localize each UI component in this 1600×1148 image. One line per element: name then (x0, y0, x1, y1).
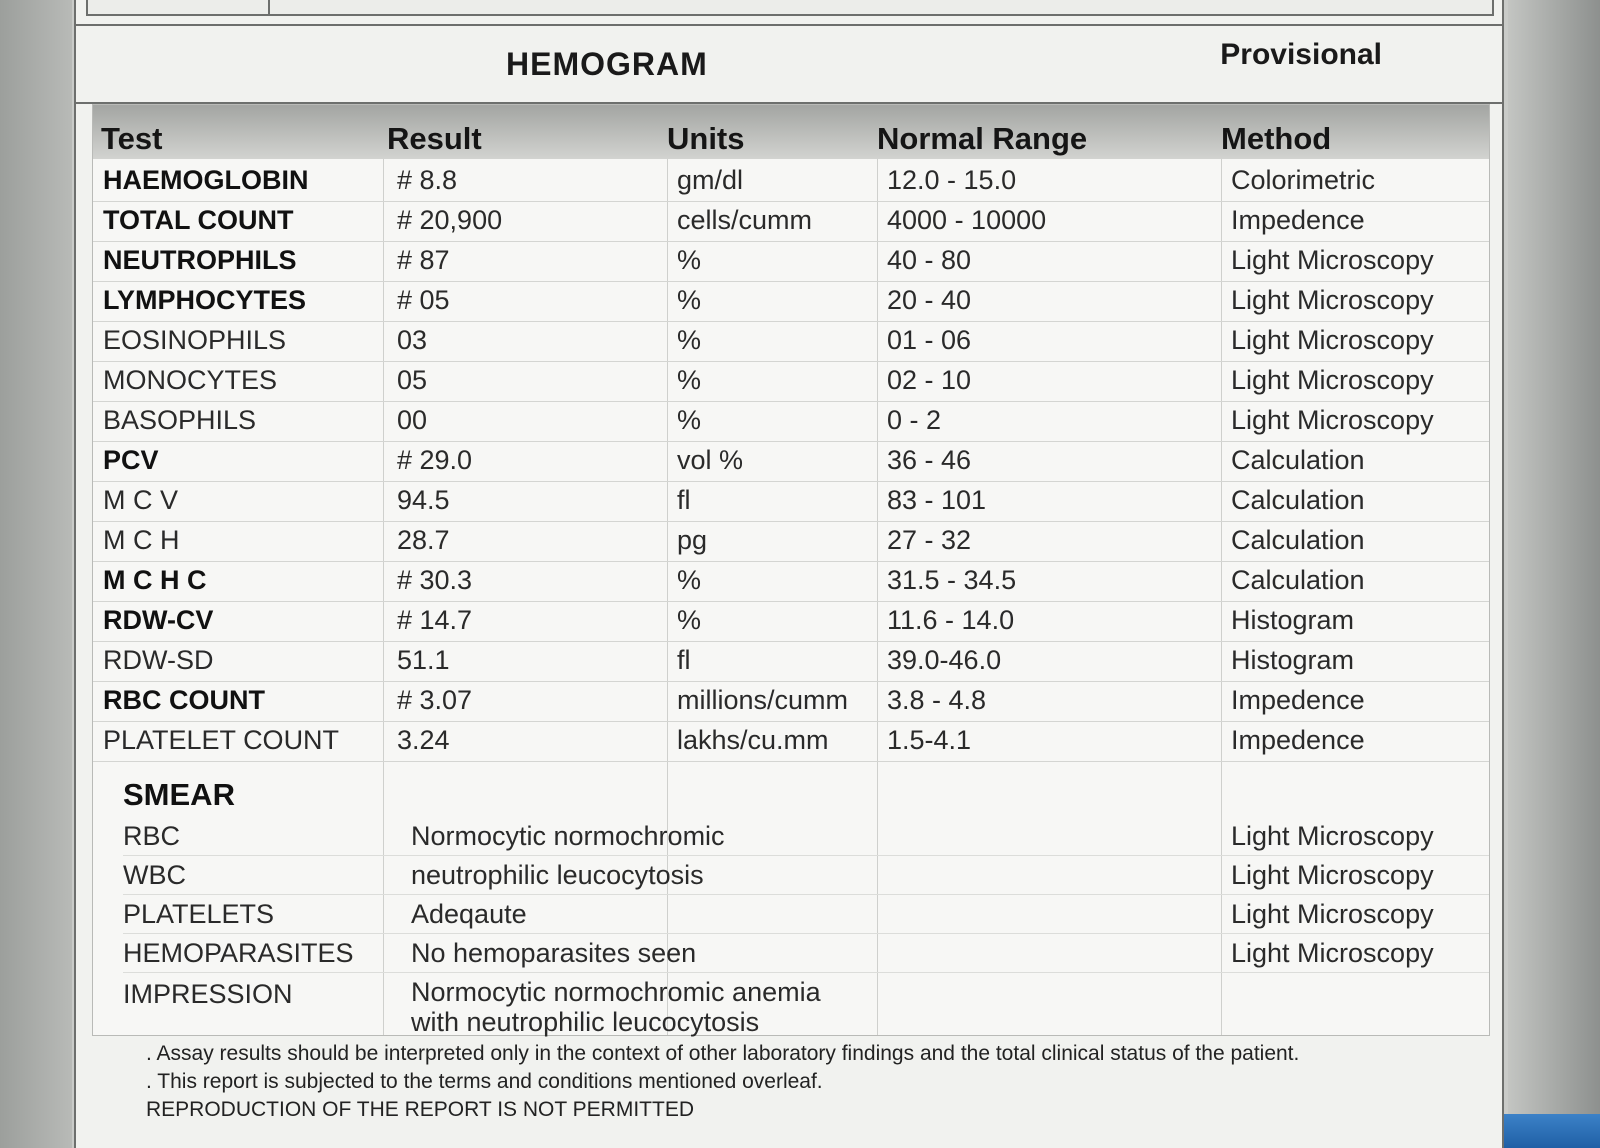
result-value: # 29.0 (397, 445, 473, 475)
table-row (93, 441, 1489, 482)
smear-method: Light Microscopy (1231, 938, 1434, 968)
normal-range: 11.6 - 14.0 (887, 605, 1015, 635)
impression-line: Normocytic normochromic anemia (411, 977, 821, 1007)
table-row (93, 281, 1489, 322)
page-title: HEMOGRAM (506, 46, 708, 82)
smear-row-rbc (123, 817, 1489, 856)
method-value: Calculation (1231, 525, 1365, 555)
column-header-method: Method (1221, 121, 1332, 156)
table-row (93, 721, 1489, 762)
result-value: # 3.07 (397, 685, 473, 715)
smear-method: Light Microscopy (1231, 860, 1434, 890)
results-table (92, 104, 1490, 1036)
test-name: RBC COUNT (103, 685, 265, 715)
units-value: vol % (677, 445, 744, 475)
units-value: fl (677, 645, 691, 675)
normal-range: 0 - 2 (887, 405, 942, 435)
normal-range: 4000 - 10000 (887, 205, 1047, 235)
method-value: Light Microscopy (1231, 245, 1434, 275)
units-value: % (677, 365, 702, 395)
top-strip-divider (268, 0, 270, 14)
normal-range: 36 - 46 (887, 445, 972, 475)
smear-method: Light Microscopy (1231, 821, 1434, 851)
result-value: # 14.7 (397, 605, 473, 635)
result-value: 03 (397, 325, 428, 355)
method-value: Calculation (1231, 445, 1365, 475)
method-value: Light Microscopy (1231, 325, 1434, 355)
normal-range: 1.5-4.1 (887, 725, 972, 755)
method-value: Impedence (1231, 205, 1365, 235)
table-header (93, 105, 1489, 159)
table-row (93, 641, 1489, 682)
result-value: # 30.3 (397, 565, 473, 595)
method-value: Light Microscopy (1231, 285, 1434, 315)
method-value: Light Microscopy (1231, 365, 1434, 395)
test-name: EOSINOPHILS (103, 325, 287, 355)
method-value: Light Microscopy (1231, 405, 1434, 435)
monitor-bezel-left (0, 0, 72, 1148)
method-value: Impedence (1231, 725, 1365, 755)
units-value: lakhs/cu.mm (677, 725, 829, 755)
top-strip (86, 0, 1494, 16)
smear-value: No hemoparasites seen (411, 938, 697, 968)
normal-range: 3.8 - 4.8 (887, 685, 987, 715)
method-value: Impedence (1231, 685, 1365, 715)
units-value: % (677, 605, 702, 635)
normal-range: 39.0-46.0 (887, 645, 1002, 675)
smear-label: PLATELETS (123, 899, 275, 929)
normal-range: 02 - 10 (887, 365, 972, 395)
impression-row (123, 975, 1489, 1035)
normal-range: 01 - 06 (887, 325, 972, 355)
table-row (93, 201, 1489, 242)
impression-line: with neutrophilic leucocytosis (411, 1007, 760, 1037)
method-value: Histogram (1231, 605, 1355, 635)
smear-label: WBC (123, 860, 186, 890)
test-name: PLATELET COUNT (103, 725, 340, 755)
result-value: 05 (397, 365, 428, 395)
smear-row-wbc (123, 856, 1489, 895)
status-label: Provisional (1220, 38, 1382, 71)
units-value: % (677, 325, 702, 355)
smear-value: Adeqaute (411, 899, 527, 929)
normal-range: 83 - 101 (887, 485, 987, 515)
units-value: gm/dl (677, 165, 744, 195)
smear-value: neutrophilic leucocytosis (411, 860, 704, 890)
test-name: MONOCYTES (103, 365, 278, 395)
method-value: Histogram (1231, 645, 1355, 675)
column-header-test: Test (101, 121, 163, 156)
test-name: LYMPHOCYTES (103, 285, 307, 315)
table-row (93, 241, 1489, 282)
impression-label: IMPRESSION (123, 979, 293, 1009)
normal-range: 31.5 - 34.5 (887, 565, 1017, 595)
footer-note: . Assay results should be interpreted only in the context of other laboratory findings and the total clinical status of the patient. (146, 1042, 1300, 1065)
test-name: RDW-CV (103, 605, 214, 635)
footer-note: REPRODUCTION OF THE REPORT IS NOT PERMITTED (146, 1098, 694, 1121)
result-value: 3.24 (397, 725, 450, 755)
result-value: 28.7 (397, 525, 450, 555)
result-value: # 05 (397, 285, 450, 315)
result-value: # 20,900 (397, 205, 503, 235)
table-row (93, 481, 1489, 522)
method-value: Calculation (1231, 565, 1365, 595)
smear-section-title: SMEAR (123, 777, 235, 812)
normal-range: 20 - 40 (887, 285, 972, 315)
test-name: M C H (103, 525, 180, 555)
report-footer (146, 1040, 1476, 1124)
column-header-units: Units (667, 121, 745, 156)
units-value: % (677, 285, 702, 315)
table-row (93, 681, 1489, 722)
units-value: % (677, 405, 702, 435)
test-name: RDW-SD (103, 645, 214, 675)
test-name: TOTAL COUNT (103, 205, 294, 235)
test-name: BASOPHILS (103, 405, 257, 435)
method-value: Colorimetric (1231, 165, 1376, 195)
table-row (93, 601, 1489, 642)
units-value: millions/cumm (677, 685, 849, 715)
test-name: PCV (103, 445, 159, 475)
report-sheet (74, 0, 1504, 1148)
result-value: # 87 (397, 245, 450, 275)
table-row (93, 521, 1489, 562)
table-row (93, 361, 1489, 402)
smear-label: HEMOPARASITES (123, 938, 354, 968)
result-value: 51.1 (397, 645, 450, 675)
report-header (76, 24, 1502, 104)
smear-row-platelets (123, 895, 1489, 934)
monitor-bezel-right (1508, 0, 1600, 1148)
column-header-result: Result (387, 121, 482, 156)
result-value: 94.5 (397, 485, 450, 515)
result-value: # 8.8 (397, 165, 458, 195)
method-value: Calculation (1231, 485, 1365, 515)
units-value: % (677, 565, 702, 595)
result-value: 00 (397, 405, 428, 435)
test-name: M C V (103, 485, 179, 515)
footer-note: . This report is subjected to the terms and conditions mentioned overleaf. (146, 1070, 823, 1093)
impression-value (411, 977, 871, 1037)
smear-row-hemoparasites (123, 934, 1489, 973)
test-name: HAEMOGLOBIN (103, 165, 309, 195)
table-row (93, 561, 1489, 602)
units-value: cells/cumm (677, 205, 813, 235)
table-row (93, 161, 1489, 202)
smear-method: Light Microscopy (1231, 899, 1434, 929)
column-header-range: Normal Range (877, 121, 1088, 156)
smear-label: RBC (123, 821, 181, 851)
units-value: fl (677, 485, 691, 515)
test-name: M C H C (103, 565, 207, 595)
normal-range: 27 - 32 (887, 525, 972, 555)
smear-value: Normocytic normochromic (411, 821, 725, 851)
table-row (93, 321, 1489, 362)
normal-range: 40 - 80 (887, 245, 972, 275)
normal-range: 12.0 - 15.0 (887, 165, 1017, 195)
table-row (93, 401, 1489, 442)
units-value: % (677, 245, 702, 275)
test-name: NEUTROPHILS (103, 245, 297, 275)
units-value: pg (677, 525, 708, 555)
